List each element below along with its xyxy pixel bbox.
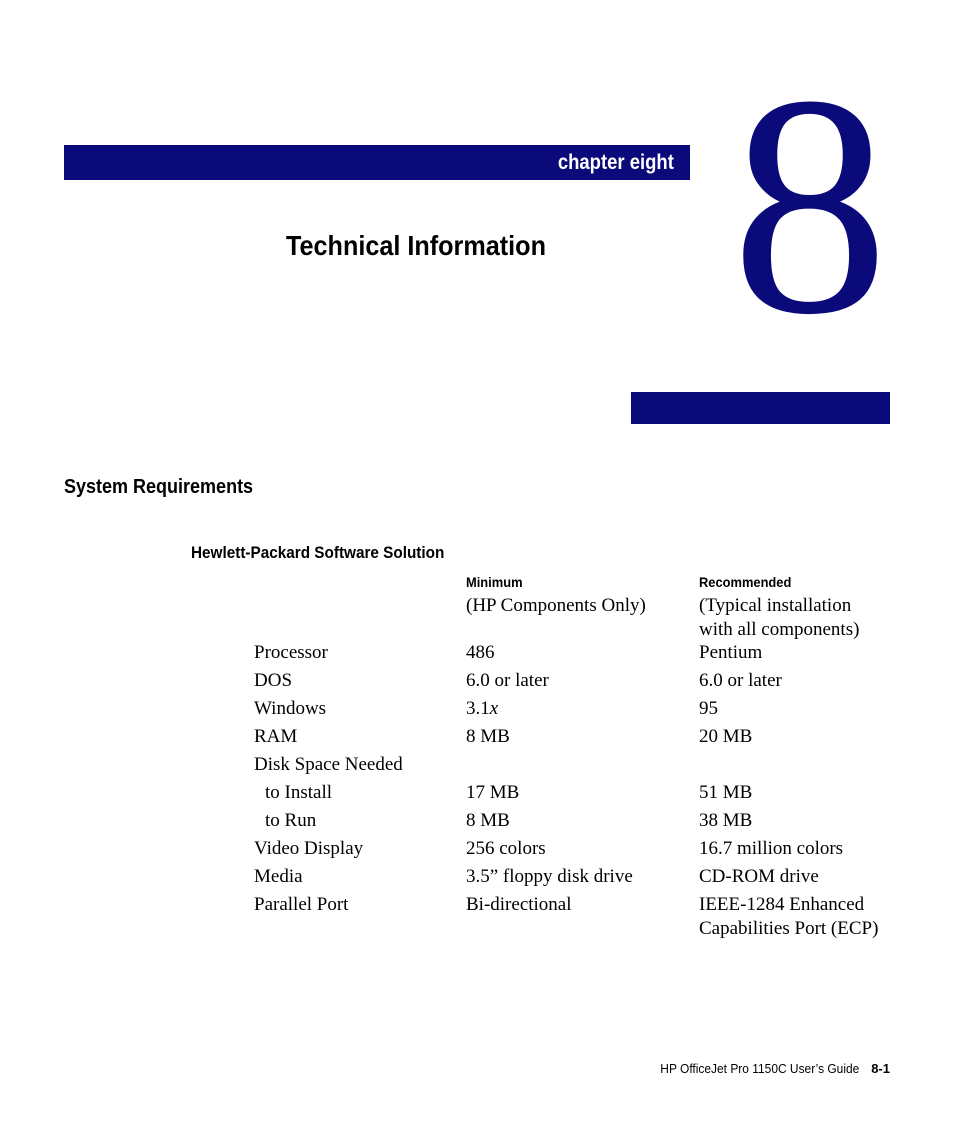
row-recommended: 51 MB: [699, 782, 753, 803]
column-note-minimum: (HP Components Only): [466, 595, 646, 616]
accent-bar: [631, 392, 890, 424]
column-note-recommended-line: (Typical installation: [699, 595, 852, 616]
row-minimum: 486: [466, 642, 495, 663]
row-label: to Run: [265, 810, 317, 831]
row-minimum: 256 colors: [466, 838, 546, 859]
row-recommended: 16.7 million colors: [699, 838, 844, 859]
row-label: Windows: [254, 698, 327, 719]
row-recommended: Pentium: [699, 642, 763, 663]
row-label: Media: [254, 866, 303, 887]
column-note-recommended-line: with all components): [699, 619, 860, 640]
table-row: [0, 753, 954, 781]
column-header-recommended: Recommended: [699, 574, 792, 590]
footer-guide-title: HP OfficeJet Pro 1150C User’s Guide: [660, 1061, 859, 1076]
chapter-banner: [64, 145, 690, 180]
row-recommended: [699, 893, 878, 941]
row-minimum: 8 MB: [466, 810, 510, 831]
row-label: Video Display: [254, 838, 364, 859]
table-row: [0, 697, 954, 725]
row-recommended-line: Capabilities Port (ECP): [699, 918, 879, 939]
table-row: [0, 725, 954, 753]
table-row: [0, 865, 954, 893]
row-minimum: 6.0 or later: [466, 670, 549, 691]
page-title: Technical Information: [286, 230, 546, 261]
row-recommended: 95: [699, 698, 718, 719]
row-minimum: 17 MB: [466, 782, 520, 803]
table-row: [0, 809, 954, 837]
row-recommended-line: IEEE-1284 Enhanced: [699, 894, 865, 915]
row-label: Parallel Port: [254, 894, 349, 915]
row-recommended: 6.0 or later: [699, 670, 782, 691]
table-row: [0, 669, 954, 697]
column-header-minimum: Minimum: [466, 574, 523, 590]
row-minimum: Bi-directional: [466, 894, 572, 915]
row-recommended: 38 MB: [699, 810, 753, 831]
page-number: 8-1: [871, 1061, 890, 1076]
row-minimum: 8 MB: [466, 726, 510, 747]
chapter-number: 8: [731, 31, 889, 380]
column-note-recommended: [699, 594, 859, 642]
row-minimum-italic: x: [489, 698, 499, 719]
row-label: RAM: [254, 726, 298, 747]
subsection-heading: Hewlett-Packard Software Solution: [191, 543, 445, 562]
row-recommended: CD-ROM drive: [699, 866, 819, 887]
row-label: Processor: [254, 642, 328, 663]
row-label: to Install: [265, 782, 333, 803]
row-minimum-main: 3.1: [466, 698, 490, 719]
row-label: Disk Space Needed: [254, 754, 403, 775]
table-row: [0, 837, 954, 865]
table-row: [0, 781, 954, 809]
chapter-label: chapter eight: [557, 151, 674, 174]
row-recommended: 20 MB: [699, 726, 753, 747]
row-minimum: 3.5” floppy disk drive: [466, 866, 633, 887]
table-row: [0, 893, 954, 945]
spec-table: [0, 641, 954, 945]
row-label: DOS: [254, 670, 293, 691]
row-minimum: [466, 697, 498, 721]
table-row: [0, 641, 954, 669]
section-heading: System Requirements: [64, 476, 254, 498]
